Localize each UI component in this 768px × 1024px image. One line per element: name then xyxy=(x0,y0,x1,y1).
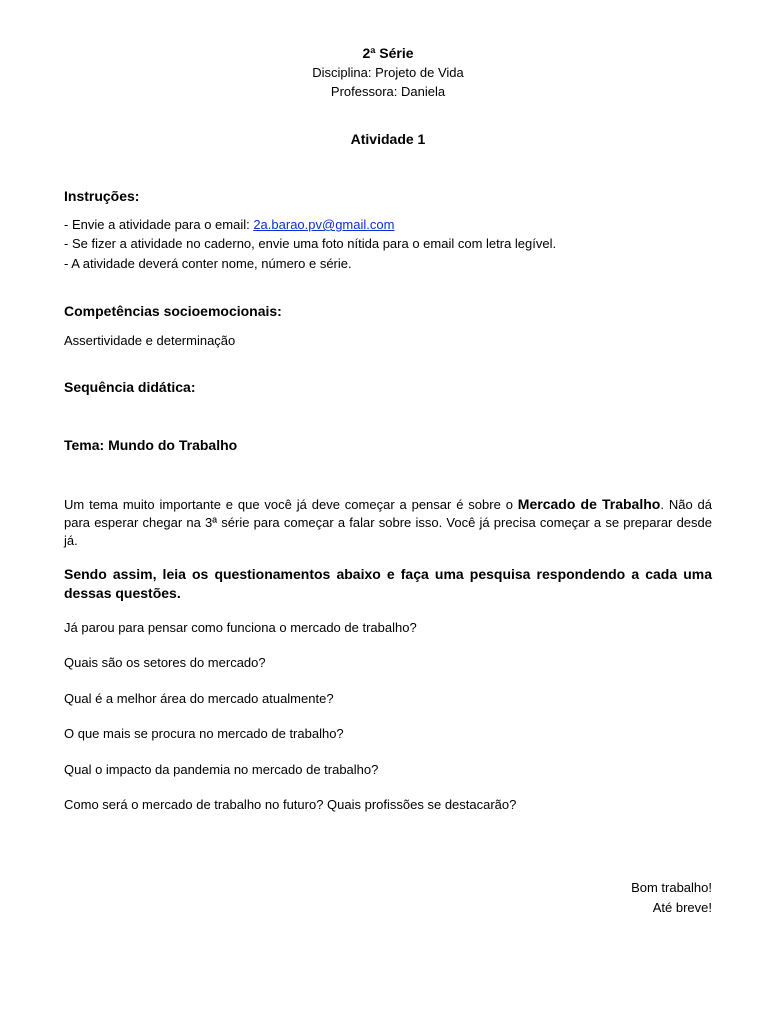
task-paragraph: Sendo assim, leia os questionamentos abaixo e faça uma pesquisa respondendo a cada uma dessas questões. xyxy=(64,566,712,601)
intro-text-start: Um tema muito importante e que você já deve começar a pensar é sobre o xyxy=(64,497,518,512)
intro-paragraph xyxy=(64,495,712,550)
question-2: Quais são os setores do mercado? xyxy=(64,655,266,670)
teacher-line: Professora: Daniela xyxy=(330,84,446,99)
sequence-heading: Sequência didática: xyxy=(64,379,196,395)
competencies-heading: Competências socioemocionais: xyxy=(64,303,282,319)
instruction-photo-line: - Se fizer a atividade no caderno, envie uma foto nítida para o email com letra legível. xyxy=(64,236,557,251)
instruction-email-prefix: - Envie a atividade para o email: xyxy=(64,217,254,232)
intro-highlight: Mercado de Trabalho xyxy=(517,496,661,512)
instructions-heading: Instruções: xyxy=(64,188,140,204)
question-5: Qual o impacto da pandemia no mercado de trabalho? xyxy=(64,762,379,777)
closing-line-1: Bom trabalho! xyxy=(631,880,712,895)
email-link[interactable]: 2a.barao.pv@gmail.com xyxy=(253,217,395,232)
closing-line-2: Até breve! xyxy=(652,900,712,915)
competencies-text: Assertividade e determinação xyxy=(64,333,236,348)
instruction-email-line xyxy=(64,217,394,232)
question-4: O que mais se procura no mercado de trabalho? xyxy=(64,726,344,741)
question-1: Já parou para pensar como funciona o mercado de trabalho? xyxy=(64,620,417,635)
theme-heading: Tema: Mundo do Trabalho xyxy=(64,437,238,453)
question-3: Qual é a melhor área do mercado atualmente? xyxy=(64,691,334,706)
instruction-content-line: - A atividade deverá conter nome, número e série. xyxy=(64,256,352,271)
question-6: Como será o mercado de trabalho no futuro? Quais profissões se destacarão? xyxy=(64,797,517,812)
subject-line: Disciplina: Projeto de Vida xyxy=(312,65,464,80)
grade-title: 2ª Série xyxy=(362,45,414,61)
intro-text-end: . Não dá para esperar chegar na 3ª série para começar a falar sobre isso. Você já precisa começar a se preparar desde já. xyxy=(64,497,712,548)
activity-title: Atividade 1 xyxy=(350,131,426,147)
